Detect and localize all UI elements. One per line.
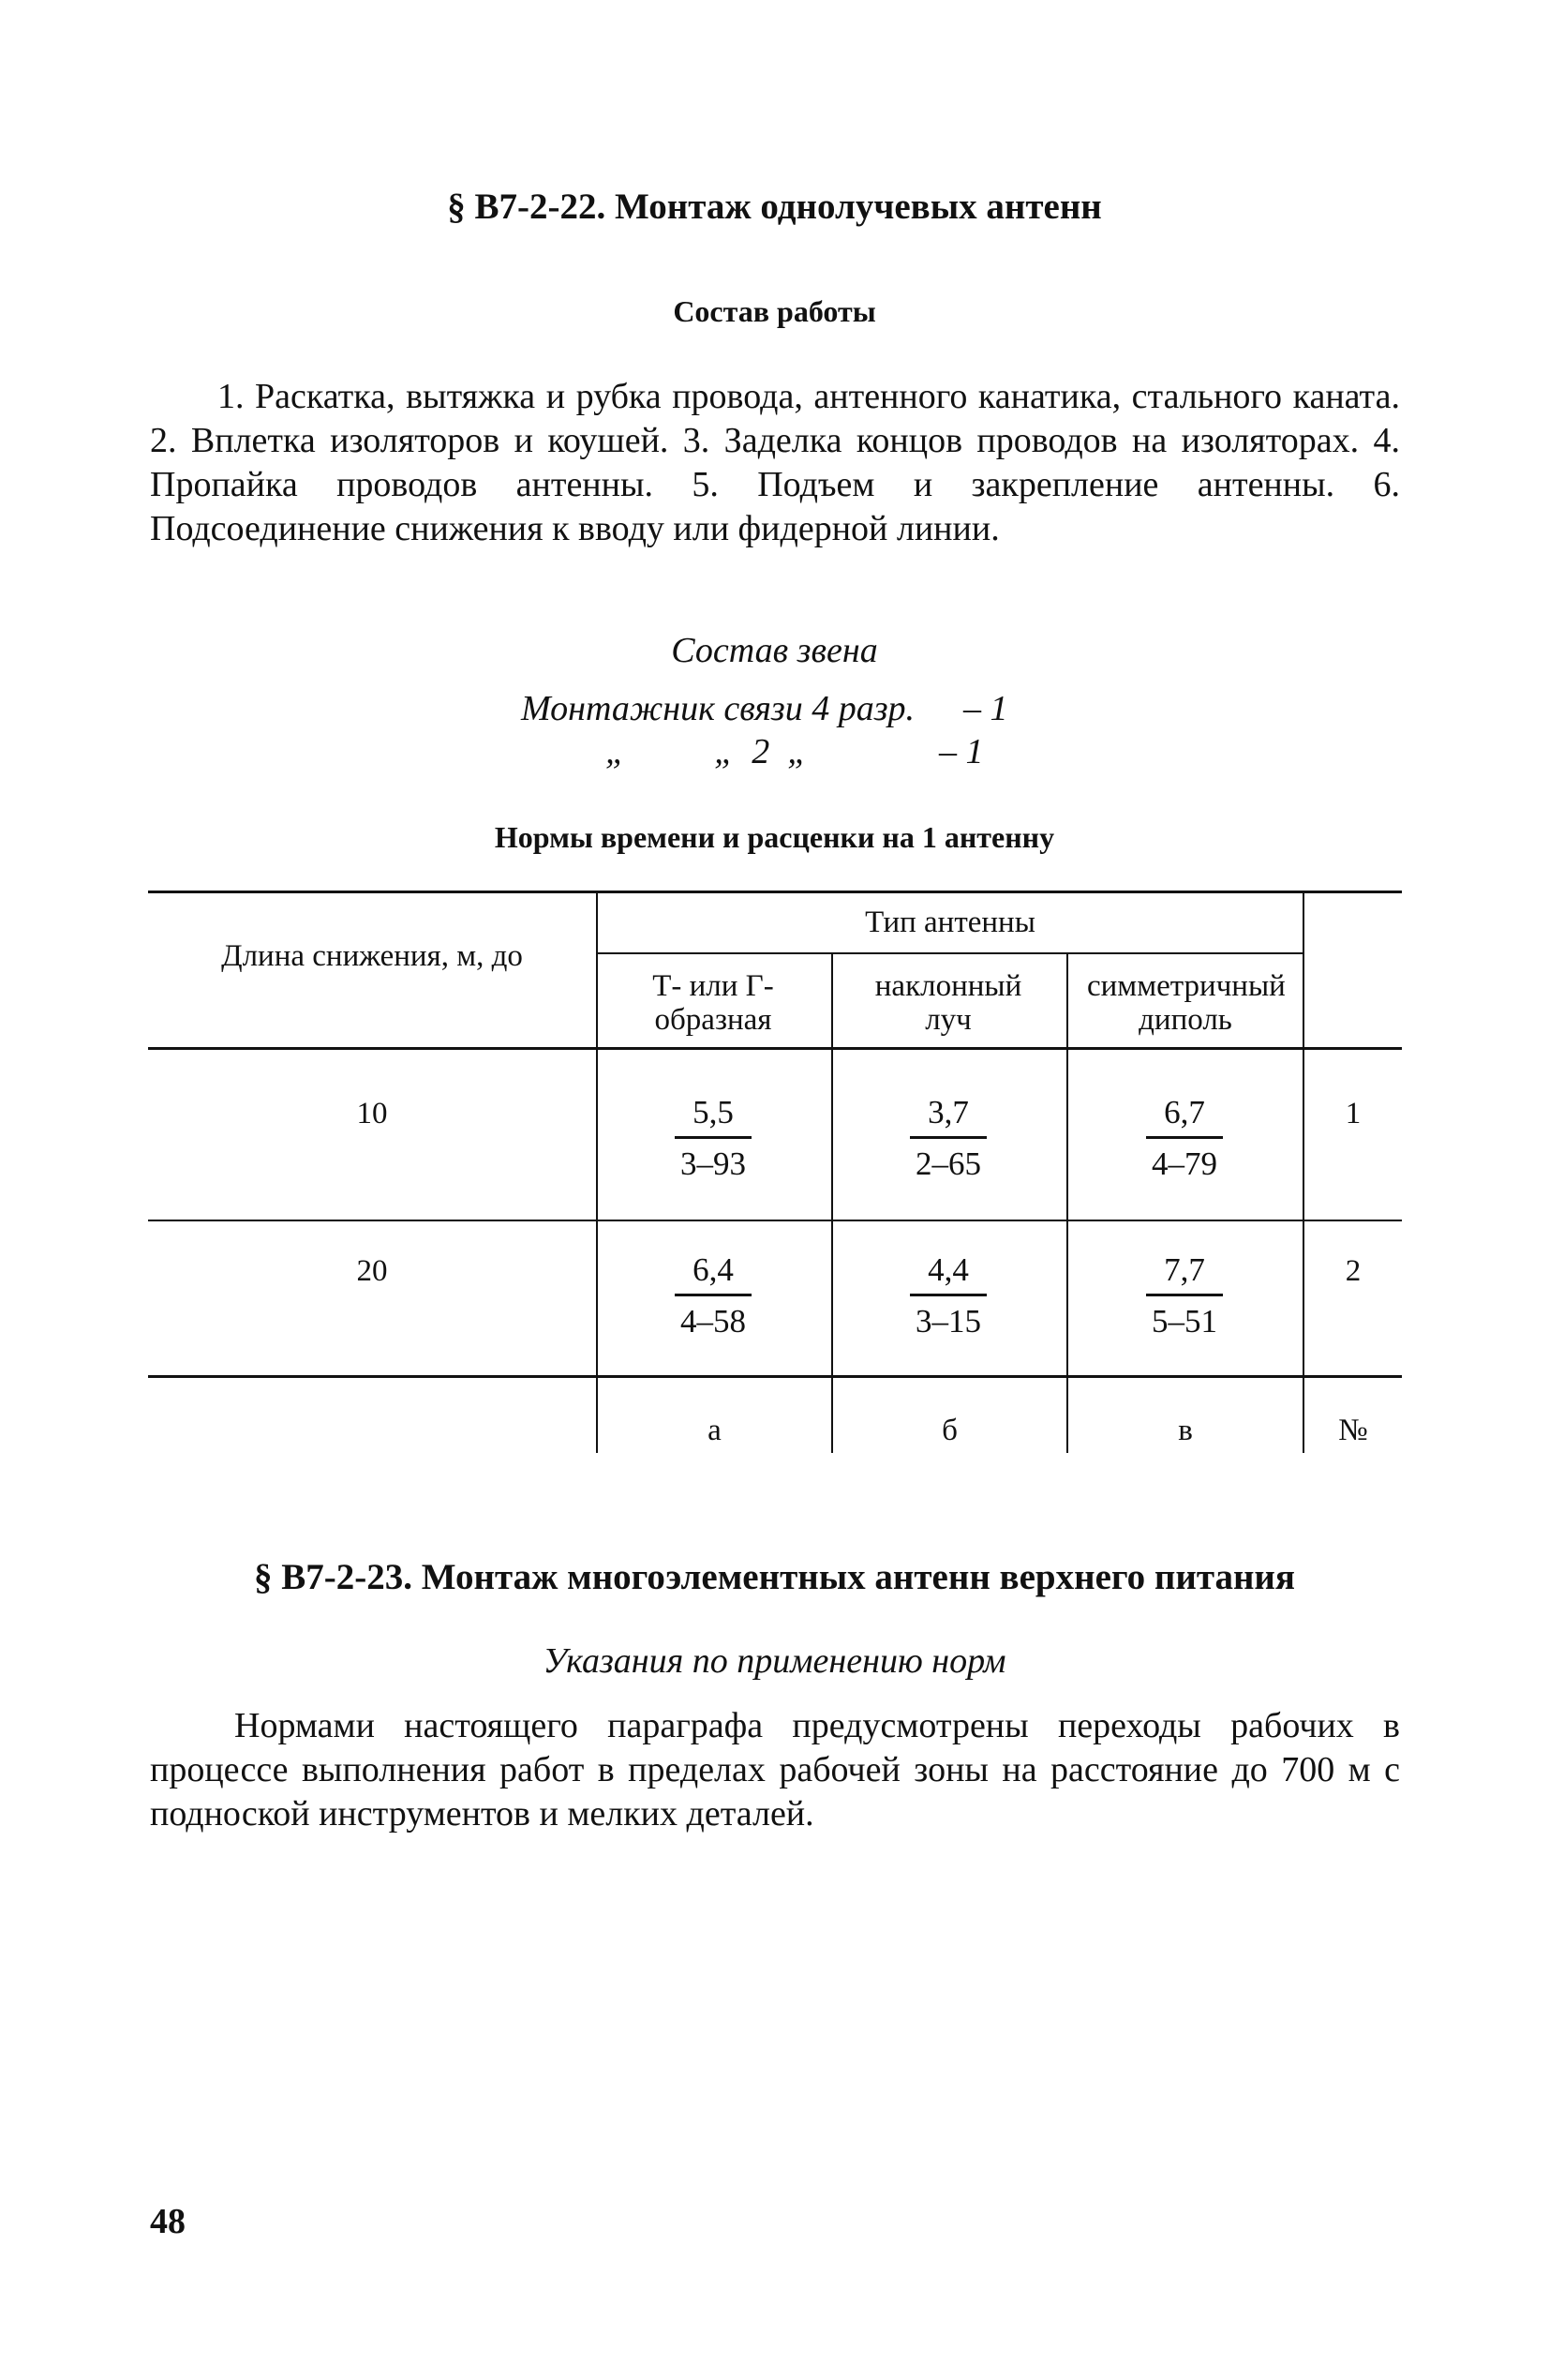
norm-rate-cell [1128,1093,1241,1184]
page-number: 48 [150,2202,186,2241]
table-rule-row1 [148,1220,1402,1221]
work-description: 1. Раскатка, вытяжка и рубка провода, антенного канатика, стального каната. 2. Вплетка изоляторов и коушей. 3. Заделка концов проводов на изоляторах. 4. Пропайка проводов антенны. 5. Подъем и закрепление антенны. 6. Подсоединение снижения к вводу или фидерной линии. [150,377,1400,548]
row-length: 10 [356,1097,388,1130]
section2-title: § В7-2-23. Монтаж многоэлементных антенн верхнего питания [253,1557,1295,1597]
work-heading: Состав работы [673,294,876,328]
header-length: Длина снижения, м, до [221,939,523,973]
norm-value: 5,5 [693,1094,734,1130]
fraction-bar [910,1294,987,1296]
fraction-bar [675,1136,752,1139]
rate-value: 3–15 [916,1303,981,1340]
table-rule-group [596,952,1304,954]
column-letter-a: а [707,1414,722,1447]
table-col-divider-a [596,891,598,1453]
rate-value: 5–51 [1152,1303,1217,1340]
row-number: 1 [1345,1097,1362,1130]
rate-value: 3–93 [680,1145,746,1182]
table-col-divider-c [1066,952,1068,1453]
fraction-bar [675,1294,752,1296]
fraction-bar [1146,1136,1223,1139]
header-type-t-g: Т- или Г-образная [652,969,774,1037]
rate-value: 4–58 [680,1303,746,1340]
column-no-label: № [1338,1414,1368,1447]
table-rule-row2 [148,1375,1402,1378]
norm-value: 6,4 [693,1251,734,1288]
norm-rate-cell [892,1093,1005,1184]
fraction-bar [910,1136,987,1139]
norm-value: 3,7 [928,1094,969,1130]
norm-rate-cell [1128,1250,1241,1341]
table-rule-top [148,891,1402,893]
row-number: 2 [1345,1254,1362,1288]
norm-rate-cell [892,1250,1005,1341]
table-rule-header [148,1047,1402,1050]
norms-heading: Нормы времени и расценки на 1 антенну [494,820,1055,854]
norm-rate-cell [657,1093,769,1184]
row-length: 20 [356,1254,388,1288]
table-col-divider-no [1303,891,1304,1453]
crew-member-1-count: – 1 [963,689,1008,728]
norm-value: 6,7 [1164,1094,1205,1130]
header-type-dipole: симметричный диполь [1087,969,1286,1037]
norm-rate-cell [657,1250,769,1341]
crew-member-2-count: – 1 [939,732,984,771]
crew-member-2: „ „ 2 „ [605,732,808,771]
column-letter-v: в [1178,1414,1193,1447]
fraction-bar [1146,1294,1223,1296]
norm-value: 4,4 [928,1251,969,1288]
section2-subheading: Указания по применению норм [543,1641,1006,1681]
header-antenna-type: Тип антенны [865,906,1035,939]
crew-member-1: Монтажник связи 4 разр. [521,689,916,728]
section2-text: Нормами настоящего параграфа предусмотрены переходы рабочих в процессе выполнения работ в пределах рабочей зоны на расстояние до 700 м с подноской инструментов и мелких деталей. [150,1706,1400,1834]
crew-heading: Состав звена [671,631,878,670]
rate-value: 4–79 [1152,1145,1217,1182]
section-title: § В7-2-22. Монтаж однолучевых антенн [447,187,1102,227]
column-letter-b: б [942,1414,958,1447]
table-col-divider-b [831,952,833,1453]
header-type-inclined: наклонный луч [874,969,1022,1037]
rate-value: 2–65 [916,1145,981,1182]
norm-value: 7,7 [1164,1251,1205,1288]
